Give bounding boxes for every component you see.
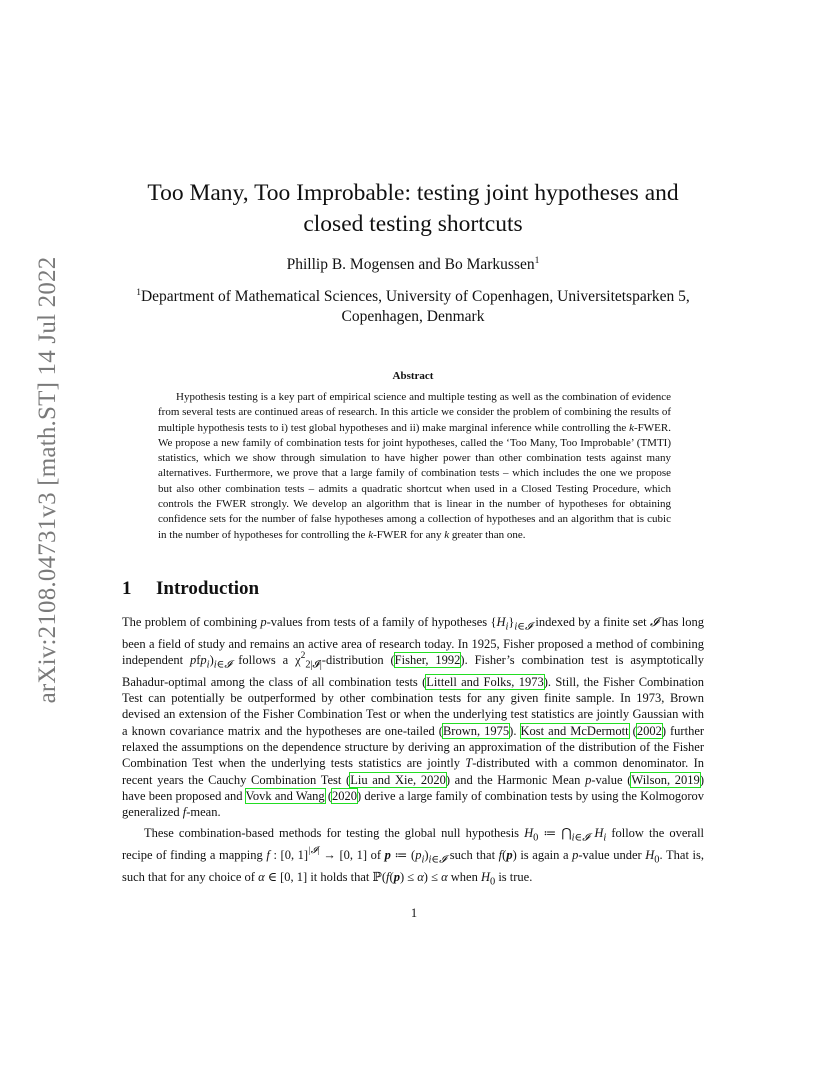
authors <box>130 255 696 275</box>
intro-paragraph-2: These combination-based methods for testing the global null hypothesis $H_0$ ≔ $⋂_{i\in 𝓘}$ $H_i$ follow the overall recipe of finding a mapping f : [0, 1]$^{|𝓘|}$ → [0, 1] of p ≔ $(p_i)_{i\in 𝓘}$ such that f(p) is again a p-value under $H_0$. That is, such that for any choice of α ∈ [0, 1] it holds that ℙ(f(p) ≤ α) ≤ α when $H_0$ is true. <box>122 826 705 888</box>
citation-link[interactable]: Vovk and Wang <box>245 788 325 803</box>
author-affil-marker: 1 <box>534 256 540 266</box>
arxiv-stamp <box>28 256 68 704</box>
citation-link[interactable]: Brown, 1975 <box>442 723 510 738</box>
section-heading-introduction <box>122 578 259 600</box>
citation-link[interactable]: Kost and McDermott <box>520 723 629 738</box>
affil-marker: 1 <box>136 288 141 298</box>
citation-link[interactable]: 2002 <box>636 723 662 738</box>
abstract-heading: Abstract <box>392 370 434 382</box>
citation-link[interactable]: Liu and Xie, 2020 <box>350 772 446 787</box>
page-number: 1 <box>410 906 418 920</box>
citation-link[interactable]: Wilson, 2019 <box>631 772 700 787</box>
citation-link[interactable]: Fisher, 1992 <box>394 653 461 668</box>
author-names: Phillip B. Mogensen and Bo Markussen <box>286 256 535 273</box>
intro-paragraph-1: The problem of combining p-values from tests of a family of hypotheses $\{H_i\}_{i\in 𝓘}$ indexed by a finite set 𝓘 has long been a field of study and remains an active area of research today. In 1925, Fisher proposed a method of combining independent $pfp_i)_{i\in 𝓘}$ follows a $\chi^2_{2|𝓘|}$-distribution (Fisher, 1992). Fisher’s combination test is asymptotically Bahadur-optimal among the class of all combination tests (Littell and Folks, 1973). Still, the Fisher Combination Test can potentially be outperformed by other combination tests for any given finite sample. In 1973, Brown devised an extension of the Fisher Combination Test or when the underlying test statistics are jointly Gaussian with a known covariance matrix and the hypotheses are one-tailed (Brown, 1975). Kost and McDermott (2002) further relaxed the assumptions on the dependence structure by deriving an approximation of the distribution of the Fisher Combination Test when the underlying tests statistics are jointly T-distributed with a common denominator. In recent years the Cauchy Combination Test (Liu and Xie, 2020) and the Harmonic Mean p-value (Wilson, 2019) have been proposed and Vovk and Wang (2020) derive a large family of combination tests by using the Kolmogorov generalized f-mean. <box>122 615 705 820</box>
affiliation <box>118 287 708 327</box>
citation-link[interactable]: 2020 <box>332 788 357 803</box>
section-title: Introduction <box>156 578 260 599</box>
arxiv-id: arXiv:2108.04731v3 [math.ST] 14 Jul 2022 <box>34 256 61 704</box>
affiliation-text: Department of Mathematical Sciences, University of Copenhagen, Universitetsparken 5, Copenhagen, Denmark <box>140 288 690 325</box>
paper-title: Too Many, Too Improbable: testing joint hypotheses and closed testing shortcuts <box>147 180 679 237</box>
section-number: 1 <box>122 578 132 599</box>
abstract-body: Hypothesis testing is a key part of empirical science and multiple testing as well as the combination of evidence from several tests are continued areas of research. In this article we consider the problem of combining the results of multiple hypothesis tests to i) test global hypotheses and ii) make marginal inference while controlling the k-FWER. We propose a new family of combination tests for joint hypotheses, called the ‘Too Many, Too Improbable’ (TMTI) statistics, which we show through simulation to have higher power than other combination tests against many alternatives. Furthermore, we prove that a large family of combination tests – which includes the one we propose but also other combination tests – admits a quadratic shortcut when used in a Closed Testing Procedure, which controls the FWER strongly. We develop an algorithm that is linear in the number of hypotheses for obtaining confidence sets for the number of false hypotheses among a collection of hypotheses and an algorithm that is cubic in the number of hypotheses for controlling the k-FWER for any k greater than one. <box>158 391 671 541</box>
citation-link[interactable]: Littell and Folks, 1973 <box>426 674 544 689</box>
